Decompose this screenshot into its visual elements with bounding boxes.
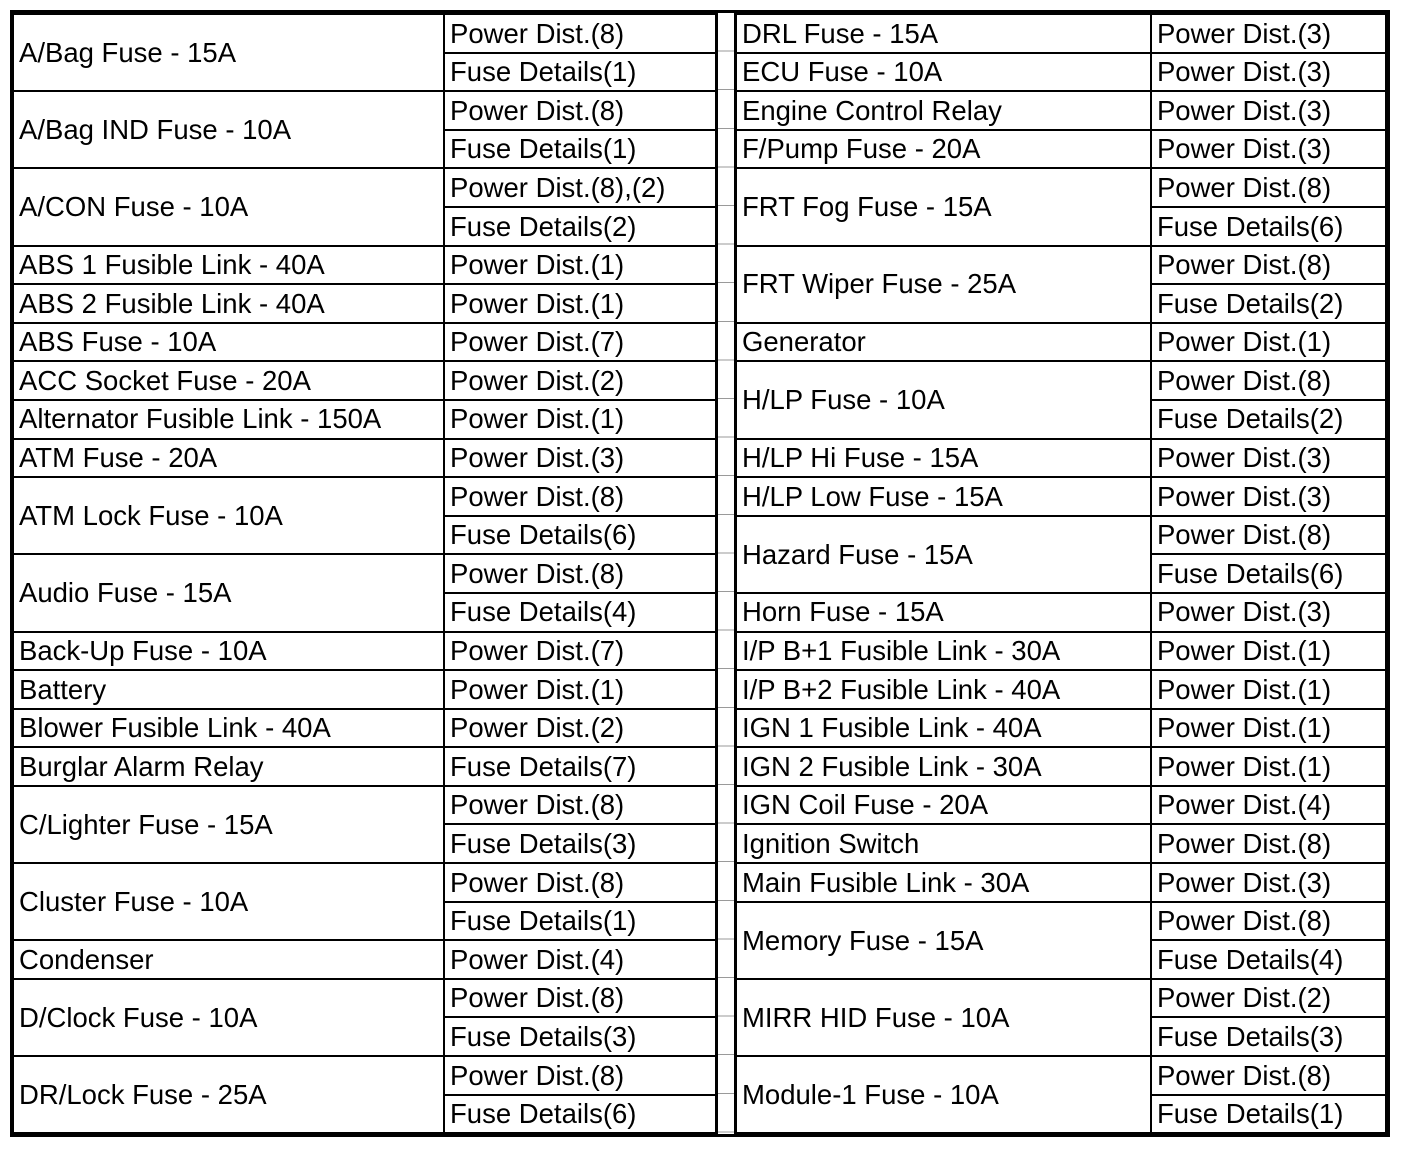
page-reference: Power Dist.(1) bbox=[444, 246, 716, 285]
table-row bbox=[13, 1056, 716, 1095]
page-reference: Power Dist.(3) bbox=[1151, 91, 1386, 130]
left-fuse-column bbox=[12, 13, 717, 1134]
table-row bbox=[13, 439, 716, 478]
page-reference: Power Dist.(1) bbox=[1151, 747, 1386, 786]
component-name: IGN 2 Fusible Link - 30A bbox=[736, 747, 1151, 786]
page-reference: Fuse Details(6) bbox=[1151, 554, 1386, 593]
page-reference: Fuse Details(1) bbox=[444, 902, 716, 941]
page-reference: Power Dist.(1) bbox=[444, 400, 716, 439]
page-reference: Power Dist.(1) bbox=[444, 670, 716, 709]
table-row bbox=[13, 709, 716, 748]
table-row bbox=[736, 323, 1386, 362]
component-name: DRL Fuse - 15A bbox=[736, 14, 1151, 53]
component-name: Hazard Fuse - 15A bbox=[736, 516, 1151, 593]
component-name: Main Fusible Link - 30A bbox=[736, 863, 1151, 902]
component-name: H/LP Fuse - 10A bbox=[736, 361, 1151, 438]
table-row bbox=[736, 902, 1386, 941]
component-name: I/P B+2 Fusible Link - 40A bbox=[736, 670, 1151, 709]
page-reference: Power Dist.(7) bbox=[444, 323, 716, 362]
component-name: ECU Fuse - 10A bbox=[736, 53, 1151, 92]
table-row bbox=[736, 824, 1386, 863]
table-row bbox=[13, 323, 716, 362]
component-name: H/LP Hi Fuse - 15A bbox=[736, 439, 1151, 478]
page-reference: Fuse Details(6) bbox=[1151, 207, 1386, 246]
component-name: Engine Control Relay bbox=[736, 91, 1151, 130]
page-reference: Fuse Details(2) bbox=[444, 207, 716, 246]
table-row bbox=[736, 53, 1386, 92]
page-reference: Fuse Details(2) bbox=[1151, 400, 1386, 439]
page-reference: Power Dist.(1) bbox=[1151, 670, 1386, 709]
fuse-index-table bbox=[10, 10, 1390, 1137]
page-reference: Fuse Details(1) bbox=[444, 130, 716, 169]
component-name: FRT Fog Fuse - 15A bbox=[736, 168, 1151, 245]
page-reference: Power Dist.(3) bbox=[1151, 130, 1386, 169]
table-row bbox=[13, 632, 716, 671]
table-row bbox=[13, 863, 716, 902]
page-reference: Power Dist.(8) bbox=[444, 786, 716, 825]
page-reference: Power Dist.(3) bbox=[1151, 863, 1386, 902]
page-reference: Power Dist.(8) bbox=[444, 477, 716, 516]
component-name: Memory Fuse - 15A bbox=[736, 902, 1151, 979]
page-reference: Power Dist.(8) bbox=[1151, 246, 1386, 285]
page-reference: Fuse Details(4) bbox=[1151, 940, 1386, 979]
component-name: ATM Fuse - 20A bbox=[13, 439, 444, 478]
component-name: FRT Wiper Fuse - 25A bbox=[736, 246, 1151, 323]
page-reference: Fuse Details(4) bbox=[444, 593, 716, 632]
component-name: Condenser bbox=[13, 940, 444, 979]
page-reference: Fuse Details(6) bbox=[444, 1095, 716, 1134]
page-reference: Power Dist.(4) bbox=[444, 940, 716, 979]
page-reference: Fuse Details(1) bbox=[1151, 1095, 1386, 1134]
table-row bbox=[736, 130, 1386, 169]
table-row bbox=[736, 670, 1386, 709]
component-name: F/Pump Fuse - 20A bbox=[736, 130, 1151, 169]
table-row bbox=[13, 246, 716, 285]
component-name: A/Bag Fuse - 15A bbox=[13, 14, 444, 91]
page-reference: Power Dist.(8),(2) bbox=[444, 168, 716, 207]
component-name: Back-Up Fuse - 10A bbox=[13, 632, 444, 671]
component-name: ABS Fuse - 10A bbox=[13, 323, 444, 362]
page-reference: Power Dist.(8) bbox=[1151, 168, 1386, 207]
component-name: A/CON Fuse - 10A bbox=[13, 168, 444, 245]
table-row bbox=[736, 593, 1386, 632]
component-name: H/LP Low Fuse - 15A bbox=[736, 477, 1151, 516]
right-fuse-column bbox=[735, 13, 1387, 1134]
component-name: D/Clock Fuse - 10A bbox=[13, 979, 444, 1056]
component-name: I/P B+1 Fusible Link - 30A bbox=[736, 632, 1151, 671]
page-reference: Power Dist.(1) bbox=[1151, 632, 1386, 671]
component-name: IGN 1 Fusible Link - 40A bbox=[736, 709, 1151, 748]
component-name: IGN Coil Fuse - 20A bbox=[736, 786, 1151, 825]
table-row bbox=[13, 361, 716, 400]
component-name: ATM Lock Fuse - 10A bbox=[13, 477, 444, 554]
page-reference: Power Dist.(4) bbox=[1151, 786, 1386, 825]
component-name: Audio Fuse - 15A bbox=[13, 554, 444, 631]
page-reference: Power Dist.(8) bbox=[1151, 824, 1386, 863]
table-row bbox=[13, 786, 716, 825]
table-row bbox=[736, 979, 1386, 1018]
page-reference: Power Dist.(8) bbox=[1151, 1056, 1386, 1095]
component-name: C/Lighter Fuse - 15A bbox=[13, 786, 444, 863]
page-reference: Power Dist.(3) bbox=[1151, 14, 1386, 53]
component-name: ABS 1 Fusible Link - 40A bbox=[13, 246, 444, 285]
table-row bbox=[736, 361, 1386, 400]
table-row bbox=[13, 168, 716, 207]
page-reference: Power Dist.(2) bbox=[1151, 979, 1386, 1018]
table-row bbox=[736, 516, 1386, 555]
page-reference: Fuse Details(3) bbox=[1151, 1017, 1386, 1056]
table-row bbox=[13, 979, 716, 1018]
component-name: Generator bbox=[736, 323, 1151, 362]
table-row bbox=[736, 863, 1386, 902]
table-row bbox=[736, 709, 1386, 748]
page-reference: Power Dist.(3) bbox=[1151, 53, 1386, 92]
component-name: Blower Fusible Link - 40A bbox=[13, 709, 444, 748]
table-row bbox=[13, 477, 716, 516]
page-reference: Power Dist.(8) bbox=[444, 554, 716, 593]
table-row bbox=[13, 91, 716, 130]
page-reference: Power Dist.(3) bbox=[1151, 593, 1386, 632]
component-name: A/Bag IND Fuse - 10A bbox=[13, 91, 444, 168]
table-row bbox=[13, 747, 716, 786]
table-row bbox=[736, 91, 1386, 130]
table-row bbox=[736, 168, 1386, 207]
table-row bbox=[736, 786, 1386, 825]
component-name: ACC Socket Fuse - 20A bbox=[13, 361, 444, 400]
component-name: DR/Lock Fuse - 25A bbox=[13, 1056, 444, 1133]
page-reference: Fuse Details(2) bbox=[1151, 284, 1386, 323]
table-row bbox=[736, 632, 1386, 671]
table-row bbox=[736, 477, 1386, 516]
component-name: Module-1 Fuse - 10A bbox=[736, 1056, 1151, 1133]
page-reference: Power Dist.(2) bbox=[444, 361, 716, 400]
table-row bbox=[736, 439, 1386, 478]
table-row bbox=[736, 246, 1386, 285]
page-reference: Power Dist.(3) bbox=[444, 439, 716, 478]
page-reference: Power Dist.(8) bbox=[444, 1056, 716, 1095]
page-reference: Fuse Details(3) bbox=[444, 824, 716, 863]
page-reference: Power Dist.(8) bbox=[1151, 361, 1386, 400]
page-reference: Power Dist.(8) bbox=[444, 863, 716, 902]
page-reference: Power Dist.(7) bbox=[444, 632, 716, 671]
page-reference: Power Dist.(8) bbox=[444, 14, 716, 53]
page-reference: Power Dist.(8) bbox=[1151, 902, 1386, 941]
page-reference: Fuse Details(7) bbox=[444, 747, 716, 786]
page-reference: Power Dist.(1) bbox=[444, 284, 716, 323]
column-divider bbox=[716, 13, 736, 1134]
component-name: MIRR HID Fuse - 10A bbox=[736, 979, 1151, 1056]
page-reference: Power Dist.(8) bbox=[444, 979, 716, 1018]
table-row bbox=[13, 940, 716, 979]
table-row bbox=[13, 284, 716, 323]
component-name: ABS 2 Fusible Link - 40A bbox=[13, 284, 444, 323]
page-reference: Power Dist.(8) bbox=[444, 91, 716, 130]
page-reference: Power Dist.(2) bbox=[444, 709, 716, 748]
table-row bbox=[736, 1056, 1386, 1095]
table-row bbox=[13, 670, 716, 709]
component-name: Burglar Alarm Relay bbox=[13, 747, 444, 786]
component-name: Horn Fuse - 15A bbox=[736, 593, 1151, 632]
page-reference: Fuse Details(6) bbox=[444, 516, 716, 555]
table-row bbox=[13, 14, 716, 53]
table-row bbox=[736, 14, 1386, 53]
page-reference: Power Dist.(3) bbox=[1151, 477, 1386, 516]
page-reference: Fuse Details(1) bbox=[444, 53, 716, 92]
component-name: Cluster Fuse - 10A bbox=[13, 863, 444, 940]
table-row bbox=[13, 400, 716, 439]
page-reference: Power Dist.(3) bbox=[1151, 439, 1386, 478]
component-name: Battery bbox=[13, 670, 444, 709]
table-row bbox=[736, 747, 1386, 786]
table-row bbox=[13, 554, 716, 593]
page-reference: Fuse Details(3) bbox=[444, 1017, 716, 1056]
component-name: Ignition Switch bbox=[736, 824, 1151, 863]
page-reference: Power Dist.(8) bbox=[1151, 516, 1386, 555]
page-reference: Power Dist.(1) bbox=[1151, 709, 1386, 748]
component-name: Alternator Fusible Link - 150A bbox=[13, 400, 444, 439]
page-reference: Power Dist.(1) bbox=[1151, 323, 1386, 362]
